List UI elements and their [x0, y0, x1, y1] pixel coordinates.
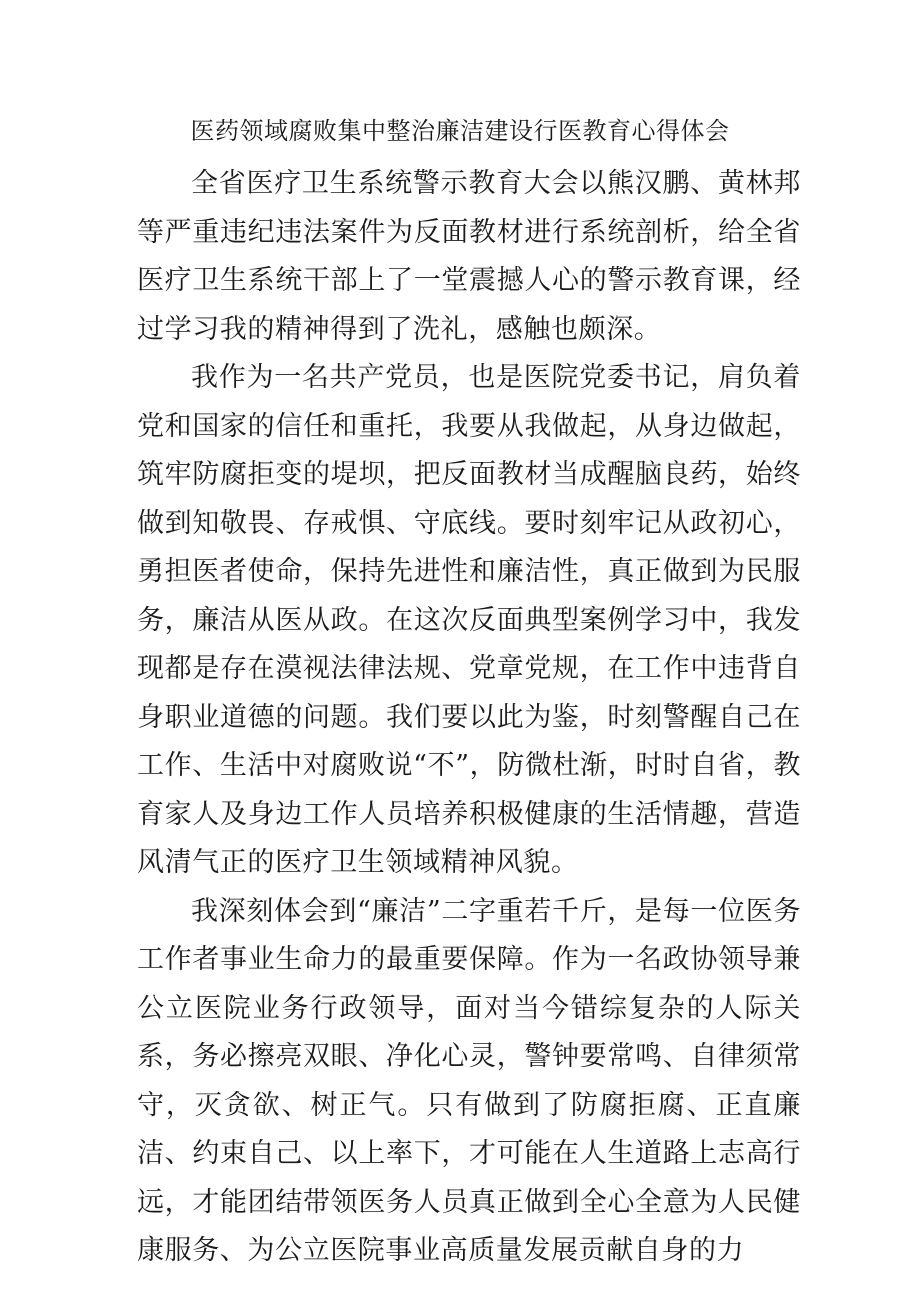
paragraph-1: 全省医疗卫生系统警示教育大会以熊汉鹏、黄林邦等严重违纪违法案件为反面教材进行系统剖析，给全省医疗卫生系统干部上了一堂震撼人心的警示教育课，经过学习我的精神得到了洗礼，感触也颇深。 [137, 168, 801, 345]
paragraph-3: 我深刻体会到“廉洁”二字重若千斤，是每一位医务工作者事业生命力的最重要保障。作为一名政协领导兼公立医院业务行政领导，面对当今错综复杂的人际关系，务必擦亮双眼、净化心灵，警钟要常鸣、自律须常守，灭贪欲、树正气。只有做到了防腐拒腐、正直廉洁、约束自己、以上率下，才可能在人生道路上志高行远，才能团结带领医务人员真正做到全心全意为人民健康服务、为公立医院事业高质量发展贡献自身的力 [137, 895, 801, 1266]
paragraph-2: 我作为一名共产党员，也是医院党委书记，肩负着党和国家的信任和重托，我要从我做起，从身边做起，筑牢防腐拒变的堤坝，把反面教材当成醒脑良药，始终做到知敬畏、存戒惧、守底线。要时刻牢记从政初心，勇担医者使命，保持先进性和廉洁性，真正做到为民服务，廉洁从医从政。在这次反面典型案例学习中，我发现都是存在漠视法律法规、党章党规，在工作中违背自身职业道德的问题。我们要以此为鉴，时刻警醒自己在工作、生活中对腐败说“不”，防微杜渐，时时自省，教育家人及身边工作人员培养积极健康的生活情趣，营造风清气正的医疗卫生领域精神风貌。 [137, 362, 801, 878]
document-body [137, 160, 801, 1276]
document-title: 医药领域腐败集中整治廉洁建设行医教育心得体会 [190, 117, 730, 145]
